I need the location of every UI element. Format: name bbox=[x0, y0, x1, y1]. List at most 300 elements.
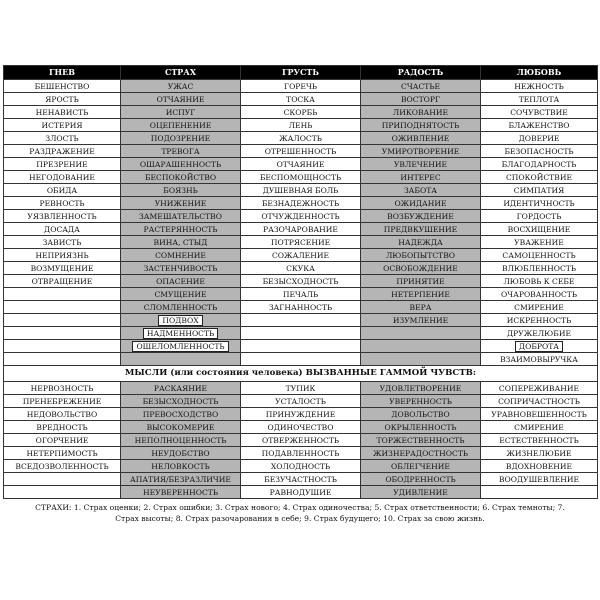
cell-text: УДИВЛЕНИЕ bbox=[393, 487, 448, 497]
cell-anger bbox=[4, 93, 121, 106]
emotion-row bbox=[4, 314, 598, 327]
thought-row bbox=[4, 486, 598, 499]
cell-text: УМИРОТВОРЕНИЕ bbox=[381, 146, 460, 156]
cell-text: СОПРИЧАСТНОСТЬ bbox=[498, 396, 580, 406]
cell-joy bbox=[361, 288, 481, 301]
thought-row bbox=[4, 382, 598, 395]
cell-joy bbox=[361, 106, 481, 119]
cell-anger bbox=[4, 249, 121, 262]
cell-fear bbox=[121, 249, 241, 262]
thought-row bbox=[4, 460, 598, 473]
cell-text: ПРИНЯТИЕ bbox=[396, 276, 445, 286]
cell-text: СЧАСТЬЕ bbox=[401, 81, 440, 91]
cell-text: УНИЖЕНИЕ bbox=[154, 198, 207, 208]
cell-text: ВИНА, СТЫД bbox=[153, 237, 208, 247]
cell-text: ЕСТЕСТВЕННОСТЬ bbox=[499, 435, 579, 445]
cell-text: ВЫСОКОМЕРИЕ bbox=[146, 422, 215, 432]
cell-fear bbox=[121, 340, 241, 353]
cell-sadness bbox=[241, 106, 361, 119]
cell-fear bbox=[121, 353, 241, 366]
cell-text: ЖИЗНЕРАДОСТНОСТЬ bbox=[372, 448, 469, 458]
cell-text: НАДМЕННОСТЬ bbox=[143, 328, 218, 339]
cell-fear bbox=[121, 184, 241, 197]
cell-text: ВОСХИЩЕНИЕ bbox=[507, 224, 571, 234]
cell-love bbox=[481, 80, 598, 93]
cell-anger bbox=[4, 171, 121, 184]
cell-love bbox=[481, 408, 598, 421]
cell-text: ИНТЕРЕС bbox=[400, 172, 441, 182]
cell-joy bbox=[361, 171, 481, 184]
cell-sadness bbox=[241, 132, 361, 145]
cell-text: ИСПУГ bbox=[165, 107, 196, 117]
cell-sadness bbox=[241, 473, 361, 486]
cell-text: ЗАБОТА bbox=[403, 185, 438, 195]
cell-joy bbox=[361, 473, 481, 486]
cell-joy bbox=[361, 340, 481, 353]
cell-joy bbox=[361, 353, 481, 366]
cell-text: НЕЛОВКОСТЬ bbox=[151, 461, 210, 471]
cell-text: ОШАРАШЕННОСТЬ bbox=[139, 159, 222, 169]
cell-text: РАЗОЧАРОВАНИЕ bbox=[263, 224, 338, 234]
cell-sadness bbox=[241, 249, 361, 262]
cell-fear bbox=[121, 421, 241, 434]
cell-text: ЗАГНАННОСТЬ bbox=[268, 302, 333, 312]
emotion-row bbox=[4, 288, 598, 301]
cell-joy bbox=[361, 210, 481, 223]
section-title: МЫСЛИ (или состояния человека) ВЫЗВАННЫЕ ГАММОЙ ЧУВСТВ: bbox=[4, 366, 598, 382]
header-sadness: ГРУСТЬ bbox=[241, 66, 361, 80]
cell-text: НАДЕЖДА bbox=[398, 237, 443, 247]
cell-sadness bbox=[241, 447, 361, 460]
cell-text: ОБОДРЕННОСТЬ bbox=[385, 474, 456, 484]
cell-love bbox=[481, 288, 598, 301]
cell-love bbox=[481, 262, 598, 275]
cell-fear bbox=[121, 171, 241, 184]
cell-text: НЕГОДОВАНИЕ bbox=[29, 172, 95, 182]
cell-text: ДОВОЛЬСТВО bbox=[391, 409, 450, 419]
cell-text: ИСТЕРИЯ bbox=[41, 120, 83, 130]
cell-love bbox=[481, 106, 598, 119]
cell-text: ОЧАРОВАННОСТЬ bbox=[501, 289, 577, 299]
cell-text: ИСКРЕННОСТЬ bbox=[506, 315, 572, 325]
cell-joy bbox=[361, 158, 481, 171]
cell-text: НЕУВЕРЕННОСТЬ bbox=[143, 487, 218, 497]
cell-love bbox=[481, 447, 598, 460]
emotion-row bbox=[4, 249, 598, 262]
cell-text: НЕУДОБСТВО bbox=[151, 448, 210, 458]
emotion-row bbox=[4, 80, 598, 93]
cell-love bbox=[481, 473, 598, 486]
cell-anger bbox=[4, 236, 121, 249]
cell-sadness bbox=[241, 145, 361, 158]
cell-love bbox=[481, 236, 598, 249]
cell-anger bbox=[4, 447, 121, 460]
cell-sadness bbox=[241, 395, 361, 408]
thoughts-body bbox=[4, 382, 598, 499]
cell-love bbox=[481, 184, 598, 197]
cell-text: ПРЕЗРЕНИЕ bbox=[36, 159, 88, 169]
cell-text: ПРЕДВКУШЕНИЕ bbox=[383, 224, 458, 234]
cell-sadness bbox=[241, 301, 361, 314]
cell-fear bbox=[121, 119, 241, 132]
cell-joy bbox=[361, 145, 481, 158]
cell-anger bbox=[4, 197, 121, 210]
cell-sadness bbox=[241, 80, 361, 93]
cell-text: СОПЕРЕЖИВАНИЕ bbox=[498, 383, 580, 393]
cell-text: ОТВРАЩЕНИЕ bbox=[31, 276, 93, 286]
cell-text: ТЕПЛОТА bbox=[518, 94, 560, 104]
cell-fear bbox=[121, 486, 241, 499]
cell-text: ПРИНУЖДЕНИЕ bbox=[265, 409, 336, 419]
cell-joy bbox=[361, 301, 481, 314]
cell-sadness bbox=[241, 486, 361, 499]
cell-text: НЕПРИЯЗНЬ bbox=[35, 250, 89, 260]
cell-anger bbox=[4, 327, 121, 340]
cell-text: ЛЮБОВЬ К СЕБЕ bbox=[503, 276, 575, 286]
cell-fear bbox=[121, 210, 241, 223]
cell-joy bbox=[361, 236, 481, 249]
emotion-row bbox=[4, 262, 598, 275]
cell-joy bbox=[361, 80, 481, 93]
cell-text: БЕЗОПАСНОСТЬ bbox=[504, 146, 574, 156]
cell-love bbox=[481, 145, 598, 158]
cell-joy bbox=[361, 262, 481, 275]
cell-anger bbox=[4, 314, 121, 327]
cell-text: ДОВЕРИЕ bbox=[518, 133, 560, 143]
cell-text: ВОСТОРГ bbox=[400, 94, 441, 104]
cell-anger bbox=[4, 473, 121, 486]
thought-row bbox=[4, 395, 598, 408]
cell-sadness bbox=[241, 408, 361, 421]
thought-row bbox=[4, 473, 598, 486]
footnote-line-1: СТРАХИ: 1. Страх оценки; 2. Страх ошибки; 3. Страх нового; 4. Страх одиночества; 5. Страх ответственности; 6. Страх темноты; 7. bbox=[35, 503, 565, 512]
cell-text: СМИРЕНИЕ bbox=[514, 302, 564, 312]
cell-fear bbox=[121, 106, 241, 119]
thought-row bbox=[4, 421, 598, 434]
cell-fear bbox=[121, 408, 241, 421]
cell-text: НЕРВОЗНОСТЬ bbox=[30, 383, 94, 393]
emotion-row bbox=[4, 184, 598, 197]
cell-text: ЖИЗНЕЛЮБИЕ bbox=[506, 448, 572, 458]
emotions-body bbox=[4, 80, 598, 366]
cell-text: БОЯЗНЬ bbox=[163, 185, 198, 195]
emotions-table bbox=[3, 65, 598, 499]
cell-sadness bbox=[241, 460, 361, 473]
emotion-row bbox=[4, 197, 598, 210]
cell-text: УРАВНОВЕШЕННОСТЬ bbox=[491, 409, 587, 419]
cell-text: ВОЗБУЖДЕНИЕ bbox=[387, 211, 454, 221]
emotion-row bbox=[4, 93, 598, 106]
cell-anger bbox=[4, 223, 121, 236]
cell-love bbox=[481, 434, 598, 447]
emotion-row bbox=[4, 171, 598, 184]
cell-sadness bbox=[241, 93, 361, 106]
cell-text: СКУКА bbox=[286, 263, 315, 273]
cell-text: ДОБРОТА bbox=[515, 341, 563, 352]
cell-text: ЯРОСТЬ bbox=[45, 94, 79, 104]
cell-text: ОТЧАЯНИЕ bbox=[276, 159, 325, 169]
cell-fear bbox=[121, 197, 241, 210]
cell-text: РАСКАЯНИЕ bbox=[153, 383, 208, 393]
cell-text: СМИРЕНИЕ bbox=[514, 422, 564, 432]
cell-text: НЕЖНОСТЬ bbox=[514, 81, 564, 91]
cell-text: БЕСПОМОЩНОСТЬ bbox=[259, 172, 342, 182]
cell-sadness bbox=[241, 340, 361, 353]
cell-text: УВАЖЕНИЕ bbox=[514, 237, 564, 247]
cell-text: ОКРЫЛЕННОСТЬ bbox=[384, 422, 457, 432]
cell-text: ОТЧАЯНИЕ bbox=[156, 94, 205, 104]
cell-love bbox=[481, 249, 598, 262]
emotion-row bbox=[4, 340, 598, 353]
cell-text: ВЛЮБЛЕННОСТЬ bbox=[502, 263, 576, 273]
cell-anger bbox=[4, 184, 121, 197]
cell-fear bbox=[121, 447, 241, 460]
cell-text: ЗАВИСТЬ bbox=[42, 237, 82, 247]
cell-text: ВООДУШЕВЛЕНИЕ bbox=[498, 474, 580, 484]
cell-text: НЕПОЛНОЦЕННОСТЬ bbox=[134, 435, 227, 445]
cell-love bbox=[481, 327, 598, 340]
section-row bbox=[4, 366, 598, 382]
cell-joy bbox=[361, 327, 481, 340]
cell-text: ВРЕДНОСТЬ bbox=[36, 422, 88, 432]
cell-text: ПЕЧАЛЬ bbox=[282, 289, 319, 299]
cell-sadness bbox=[241, 171, 361, 184]
cell-love bbox=[481, 119, 598, 132]
cell-text: ОЦЕПЕНЕНИЕ bbox=[149, 120, 212, 130]
cell-sadness bbox=[241, 158, 361, 171]
cell-fear bbox=[121, 158, 241, 171]
cell-anger bbox=[4, 340, 121, 353]
cell-sadness bbox=[241, 236, 361, 249]
cell-fear bbox=[121, 288, 241, 301]
cell-text: ОСВОБОЖДЕНИЕ bbox=[383, 263, 458, 273]
emotion-row bbox=[4, 223, 598, 236]
cell-text: НЕДОВОЛЬСТВО bbox=[26, 409, 98, 419]
cell-text: УЖАС bbox=[167, 81, 194, 91]
emotion-row bbox=[4, 132, 598, 145]
cell-fear bbox=[121, 434, 241, 447]
cell-text: БЕШЕНСТВО bbox=[34, 81, 90, 91]
header-love: ЛЮБОВЬ bbox=[481, 66, 598, 80]
emotion-row bbox=[4, 327, 598, 340]
cell-text: ПРЕНЕБРЕЖЕНИЕ bbox=[22, 396, 102, 406]
cell-text: ОТРЕШЕННОСТЬ bbox=[264, 146, 337, 156]
emotion-row bbox=[4, 119, 598, 132]
cell-text: ХОЛОДНОСТЬ bbox=[270, 461, 331, 471]
cell-anger bbox=[4, 158, 121, 171]
cell-text: ДУШЕВНАЯ БОЛЬ bbox=[262, 185, 339, 195]
cell-love bbox=[481, 171, 598, 184]
cell-love bbox=[481, 132, 598, 145]
fears-footnote bbox=[3, 499, 597, 524]
cell-joy bbox=[361, 395, 481, 408]
cell-love bbox=[481, 314, 598, 327]
cell-fear bbox=[121, 382, 241, 395]
cell-text: ИЗУМЛЕНИЕ bbox=[392, 315, 449, 325]
cell-fear bbox=[121, 314, 241, 327]
cell-text: БЕЗУЧАСТНОСТЬ bbox=[264, 474, 337, 484]
cell-text: ЛЕНЬ bbox=[288, 120, 313, 130]
emotion-row bbox=[4, 353, 598, 366]
cell-love bbox=[481, 382, 598, 395]
cell-joy bbox=[361, 447, 481, 460]
cell-love bbox=[481, 340, 598, 353]
cell-love bbox=[481, 353, 598, 366]
cell-text: ГОРДОСТЬ bbox=[516, 211, 562, 221]
cell-text: ДРУЖЕЛЮБИЕ bbox=[507, 328, 571, 338]
cell-text: ПОДОЗРЕНИЕ bbox=[150, 133, 211, 143]
cell-text: ОЖИДАНИЕ bbox=[394, 198, 447, 208]
cell-love bbox=[481, 93, 598, 106]
cell-text: ВСЕДОЗВОЛЕННОСТЬ bbox=[15, 461, 109, 471]
cell-text: СОМНЕНИЕ bbox=[155, 250, 206, 260]
cell-anger bbox=[4, 421, 121, 434]
emotion-row bbox=[4, 210, 598, 223]
cell-text: ОПАСЕНИЕ bbox=[156, 276, 205, 286]
cell-fear bbox=[121, 473, 241, 486]
cell-text: ПОДАВЛЕННОСТЬ bbox=[261, 448, 340, 458]
cell-love bbox=[481, 197, 598, 210]
cell-text: ВЕРА bbox=[409, 302, 432, 312]
cell-text: САМОЦЕННОСТЬ bbox=[502, 250, 576, 260]
header-joy: РАДОСТЬ bbox=[361, 66, 481, 80]
cell-joy bbox=[361, 408, 481, 421]
thought-row bbox=[4, 408, 598, 421]
cell-anger bbox=[4, 80, 121, 93]
cell-joy bbox=[361, 434, 481, 447]
cell-anger bbox=[4, 408, 121, 421]
cell-text: БЕЗЫСХОДНОСТЬ bbox=[142, 396, 219, 406]
cell-joy bbox=[361, 460, 481, 473]
cell-love bbox=[481, 395, 598, 408]
cell-fear bbox=[121, 145, 241, 158]
cell-anger bbox=[4, 119, 121, 132]
cell-joy bbox=[361, 93, 481, 106]
cell-fear bbox=[121, 301, 241, 314]
emotions-sheet bbox=[3, 65, 597, 524]
cell-anger bbox=[4, 288, 121, 301]
cell-joy bbox=[361, 275, 481, 288]
cell-joy bbox=[361, 184, 481, 197]
cell-fear bbox=[121, 327, 241, 340]
cell-text: ТРЕВОГА bbox=[161, 146, 200, 156]
emotion-row bbox=[4, 236, 598, 249]
cell-sadness bbox=[241, 119, 361, 132]
cell-fear bbox=[121, 460, 241, 473]
cell-fear bbox=[121, 93, 241, 106]
cell-anger bbox=[4, 382, 121, 395]
emotion-row bbox=[4, 301, 598, 314]
cell-text: ИДЕНТИЧНОСТЬ bbox=[503, 198, 575, 208]
cell-text: ТОСКА bbox=[286, 94, 315, 104]
cell-anger bbox=[4, 132, 121, 145]
cell-text: ОДИНОЧЕСТВО bbox=[267, 422, 334, 432]
cell-fear bbox=[121, 80, 241, 93]
cell-anger bbox=[4, 262, 121, 275]
cell-joy bbox=[361, 486, 481, 499]
cell-text: НЕТЕРПЕНИЕ bbox=[391, 289, 450, 299]
cell-fear bbox=[121, 236, 241, 249]
cell-anger bbox=[4, 145, 121, 158]
thought-row bbox=[4, 447, 598, 460]
cell-text: ЛЮБОПЫТСТВО bbox=[385, 250, 456, 260]
cell-sadness bbox=[241, 382, 361, 395]
cell-fear bbox=[121, 132, 241, 145]
cell-text: ПОДВОХ bbox=[158, 315, 202, 326]
cell-text: СКОРБЬ bbox=[283, 107, 318, 117]
cell-anger bbox=[4, 275, 121, 288]
cell-text: ВОЗМУЩЕНИЕ bbox=[30, 263, 94, 273]
cell-text: ТОРЖЕСТВЕННОСТЬ bbox=[376, 435, 465, 445]
cell-anger bbox=[4, 301, 121, 314]
cell-anger bbox=[4, 353, 121, 366]
cell-text: СЛОМЛЕННОСТЬ bbox=[143, 302, 218, 312]
cell-text: ТУПИК bbox=[285, 383, 316, 393]
thought-row bbox=[4, 434, 598, 447]
cell-text: ГОРЕЧЬ bbox=[284, 81, 317, 91]
cell-text: БЕЗНАДЕЖНОСТЬ bbox=[261, 198, 340, 208]
cell-joy bbox=[361, 249, 481, 262]
cell-anger bbox=[4, 106, 121, 119]
cell-text: ЗАМЕШАТЕЛЬСТВО bbox=[139, 211, 222, 221]
cell-text: ВДОХНОВЕНИЕ bbox=[505, 461, 573, 471]
cell-anger bbox=[4, 210, 121, 223]
cell-sadness bbox=[241, 210, 361, 223]
cell-anger bbox=[4, 460, 121, 473]
cell-text: ОТВЕРЖЕННОСТЬ bbox=[261, 435, 340, 445]
cell-joy bbox=[361, 314, 481, 327]
cell-text: УСТАЛОСТЬ bbox=[275, 396, 326, 406]
cell-text: ОБИДА bbox=[46, 185, 78, 195]
cell-text: ПРЕВОСХОДСТВО bbox=[142, 409, 219, 419]
cell-text: УЯЗВЛЕННОСТЬ bbox=[27, 211, 97, 221]
cell-text: ЗАСТЕНЧИВОСТЬ bbox=[143, 263, 218, 273]
cell-text: СОЖАЛЕНИЕ bbox=[272, 250, 329, 260]
cell-love bbox=[481, 275, 598, 288]
cell-anger bbox=[4, 434, 121, 447]
cell-text: ПОТРЯСЕНИЕ bbox=[270, 237, 331, 247]
cell-text: БЛАГОДАРНОСТЬ bbox=[501, 159, 577, 169]
cell-text: РАВНОДУШИЕ bbox=[269, 487, 332, 497]
cell-sadness bbox=[241, 197, 361, 210]
cell-sadness bbox=[241, 353, 361, 366]
cell-anger bbox=[4, 395, 121, 408]
cell-love bbox=[481, 421, 598, 434]
cell-text: УДОВЛЕТВОРЕНИЕ bbox=[379, 383, 462, 393]
cell-text: УВЕРЕННОСТЬ bbox=[389, 396, 452, 406]
cell-text: ЛИКОВАНИЕ bbox=[392, 107, 449, 117]
cell-love bbox=[481, 210, 598, 223]
cell-joy bbox=[361, 421, 481, 434]
cell-joy bbox=[361, 223, 481, 236]
header-row bbox=[4, 66, 598, 80]
cell-joy bbox=[361, 197, 481, 210]
cell-text: НЕТЕРПИМОСТЬ bbox=[26, 448, 98, 458]
cell-text: ОШЕЛОМЛЕННОСТЬ bbox=[132, 341, 228, 352]
emotion-row bbox=[4, 106, 598, 119]
emotion-row bbox=[4, 158, 598, 171]
cell-sadness bbox=[241, 223, 361, 236]
cell-sadness bbox=[241, 327, 361, 340]
cell-text: ЗЛОСТЬ bbox=[45, 133, 79, 143]
cell-text: БЕЗЫСХОДНОСТЬ bbox=[262, 276, 339, 286]
cell-joy bbox=[361, 119, 481, 132]
cell-love bbox=[481, 158, 598, 171]
cell-joy bbox=[361, 382, 481, 395]
emotion-row bbox=[4, 145, 598, 158]
cell-text: ЖАЛОСТЬ bbox=[279, 133, 322, 143]
cell-text: ОЖИВЛЕНИЕ bbox=[391, 133, 450, 143]
